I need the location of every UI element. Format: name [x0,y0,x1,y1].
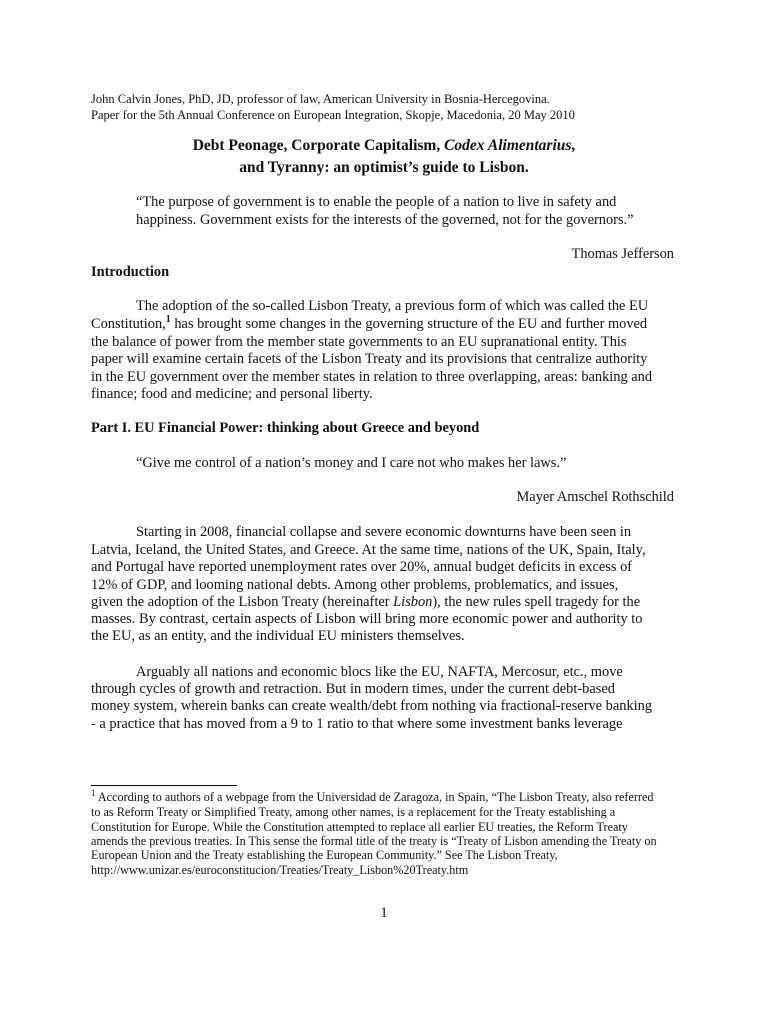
epigraph-attribution: Thomas Jefferson [571,246,674,262]
page-number: 1 [380,905,388,921]
body-line: Latvia, Iceland, the United States, and Greece. At the same time, nations of the UK, Spain, Italy, [91,542,646,558]
body-line [91,316,647,333]
footnote-line: to as Reform Treaty or Simplified Treaty, among other names, is a replacement for the Treaty establishing a [91,805,616,819]
body-line: the balance of power from the member state governments to an EU supranational entity. This [91,334,627,350]
body-line: in the EU government over the member states in relation to three overlapping, areas: banking and [91,369,653,385]
epigraph-quote: “The purpose of government is to enable the people of a nation to live in safety and happiness. Government exists for the interests of the governed, not for the governors.” [136,194,634,228]
conference-line: Paper for the 5th Annual Conference on European Integration, Skopje, Macedonia, 20 May 2010 [91,108,575,122]
body-line: finance; food and medicine; and personal liberty. [91,386,373,402]
part1-attribution: Mayer Amschel Rothschild [516,489,674,505]
footnote-line [91,787,654,805]
footnote-url[interactable]: http://www.unizar.es/euroconstitucion/Treaties/Treaty_Lisbon%20Treaty.htm [91,863,469,877]
body-line: Arguably all nations and economic blocs like the EU, NAFTA, Mercosur, etc., move [136,664,623,680]
paper-title-line2: and Tyranny: an optimist’s guide to Lisbon. [239,159,529,176]
footnote-marker: 1 [91,787,96,798]
body-line: through cycles of growth and retraction. But in modern times, under the current debt-based [91,681,615,697]
body-line: the EU, as an entity, and the individual EU ministers themselves. [91,628,465,644]
text-run: According to authors of a webpage from the Universidad de Zaragoza, in Spain, “The Lisbon Treaty, also referred [95,790,654,804]
section-heading-part1: Part I. EU Financial Power: thinking about Greece and beyond [91,420,480,436]
footnote-separator [91,785,237,786]
footnote-line: Constitution for Europe. While the Constitution attempted to replace all earlier EU treaties, the Reform Treaty [91,820,628,834]
title-italic: Codex Alimentarius [444,137,572,154]
body-line: and Portugal have reported unemployment rates over 20%, annual budget deficits in excess of [91,559,633,575]
text-run: ), the new rules spell tragedy for the [432,594,641,610]
text-run: has brought some changes in the governing structure of the EU and further moved [170,316,648,332]
body-line: 12% of GDP, and looming national debts. Among other problems, problematics, and issues, [91,577,619,593]
text-run-italic: Lisbon [393,594,433,610]
title-part: Debt Peonage, Corporate Capitalism, [192,137,445,154]
body-line: - a practice that has moved from a 9 to 1 ratio to that where some investment banks leverage [91,716,623,732]
footnote-line: European Union and the Treaty establishing the European Community.” See The Lisbon Treaty, [91,848,558,862]
body-line: The adoption of the so-called Lisbon Treaty, a previous form of which was called the EU [136,298,649,314]
text-run: given the adoption of the Lisbon Treaty (hereinafter [91,594,394,610]
body-line [91,594,640,611]
body-line: paper will examine certain facets of the Lisbon Treaty and its provisions that centralize authority [91,351,648,367]
footnote-line: amends the previous treaties. In This sense the formal title of the treaty is “Treaty of Lisbon amending the Treaty on [91,834,657,848]
body-line: money system, wherein banks can create wealth/debt from nothing via fractional-reserve banking [91,698,653,714]
paper-title-line1 [0,135,768,157]
author-line: John Calvin Jones, PhD, JD, professor of law, American University in Bosnia-Hercegovina. [91,92,550,106]
section-heading-introduction: Introduction [91,264,170,280]
body-line: Starting in 2008, financial collapse and severe economic downturns have been seen in [136,524,632,540]
title-comma: , [571,137,576,154]
body-line: masses. By contrast, certain aspects of Lisbon will bring more economic power and authority to [91,611,643,627]
footnote-ref[interactable]: 1 [165,314,171,326]
text-run: Constitution, [91,316,166,332]
part1-quote: “Give me control of a nation’s money and I care not who makes her laws.” [136,455,567,471]
